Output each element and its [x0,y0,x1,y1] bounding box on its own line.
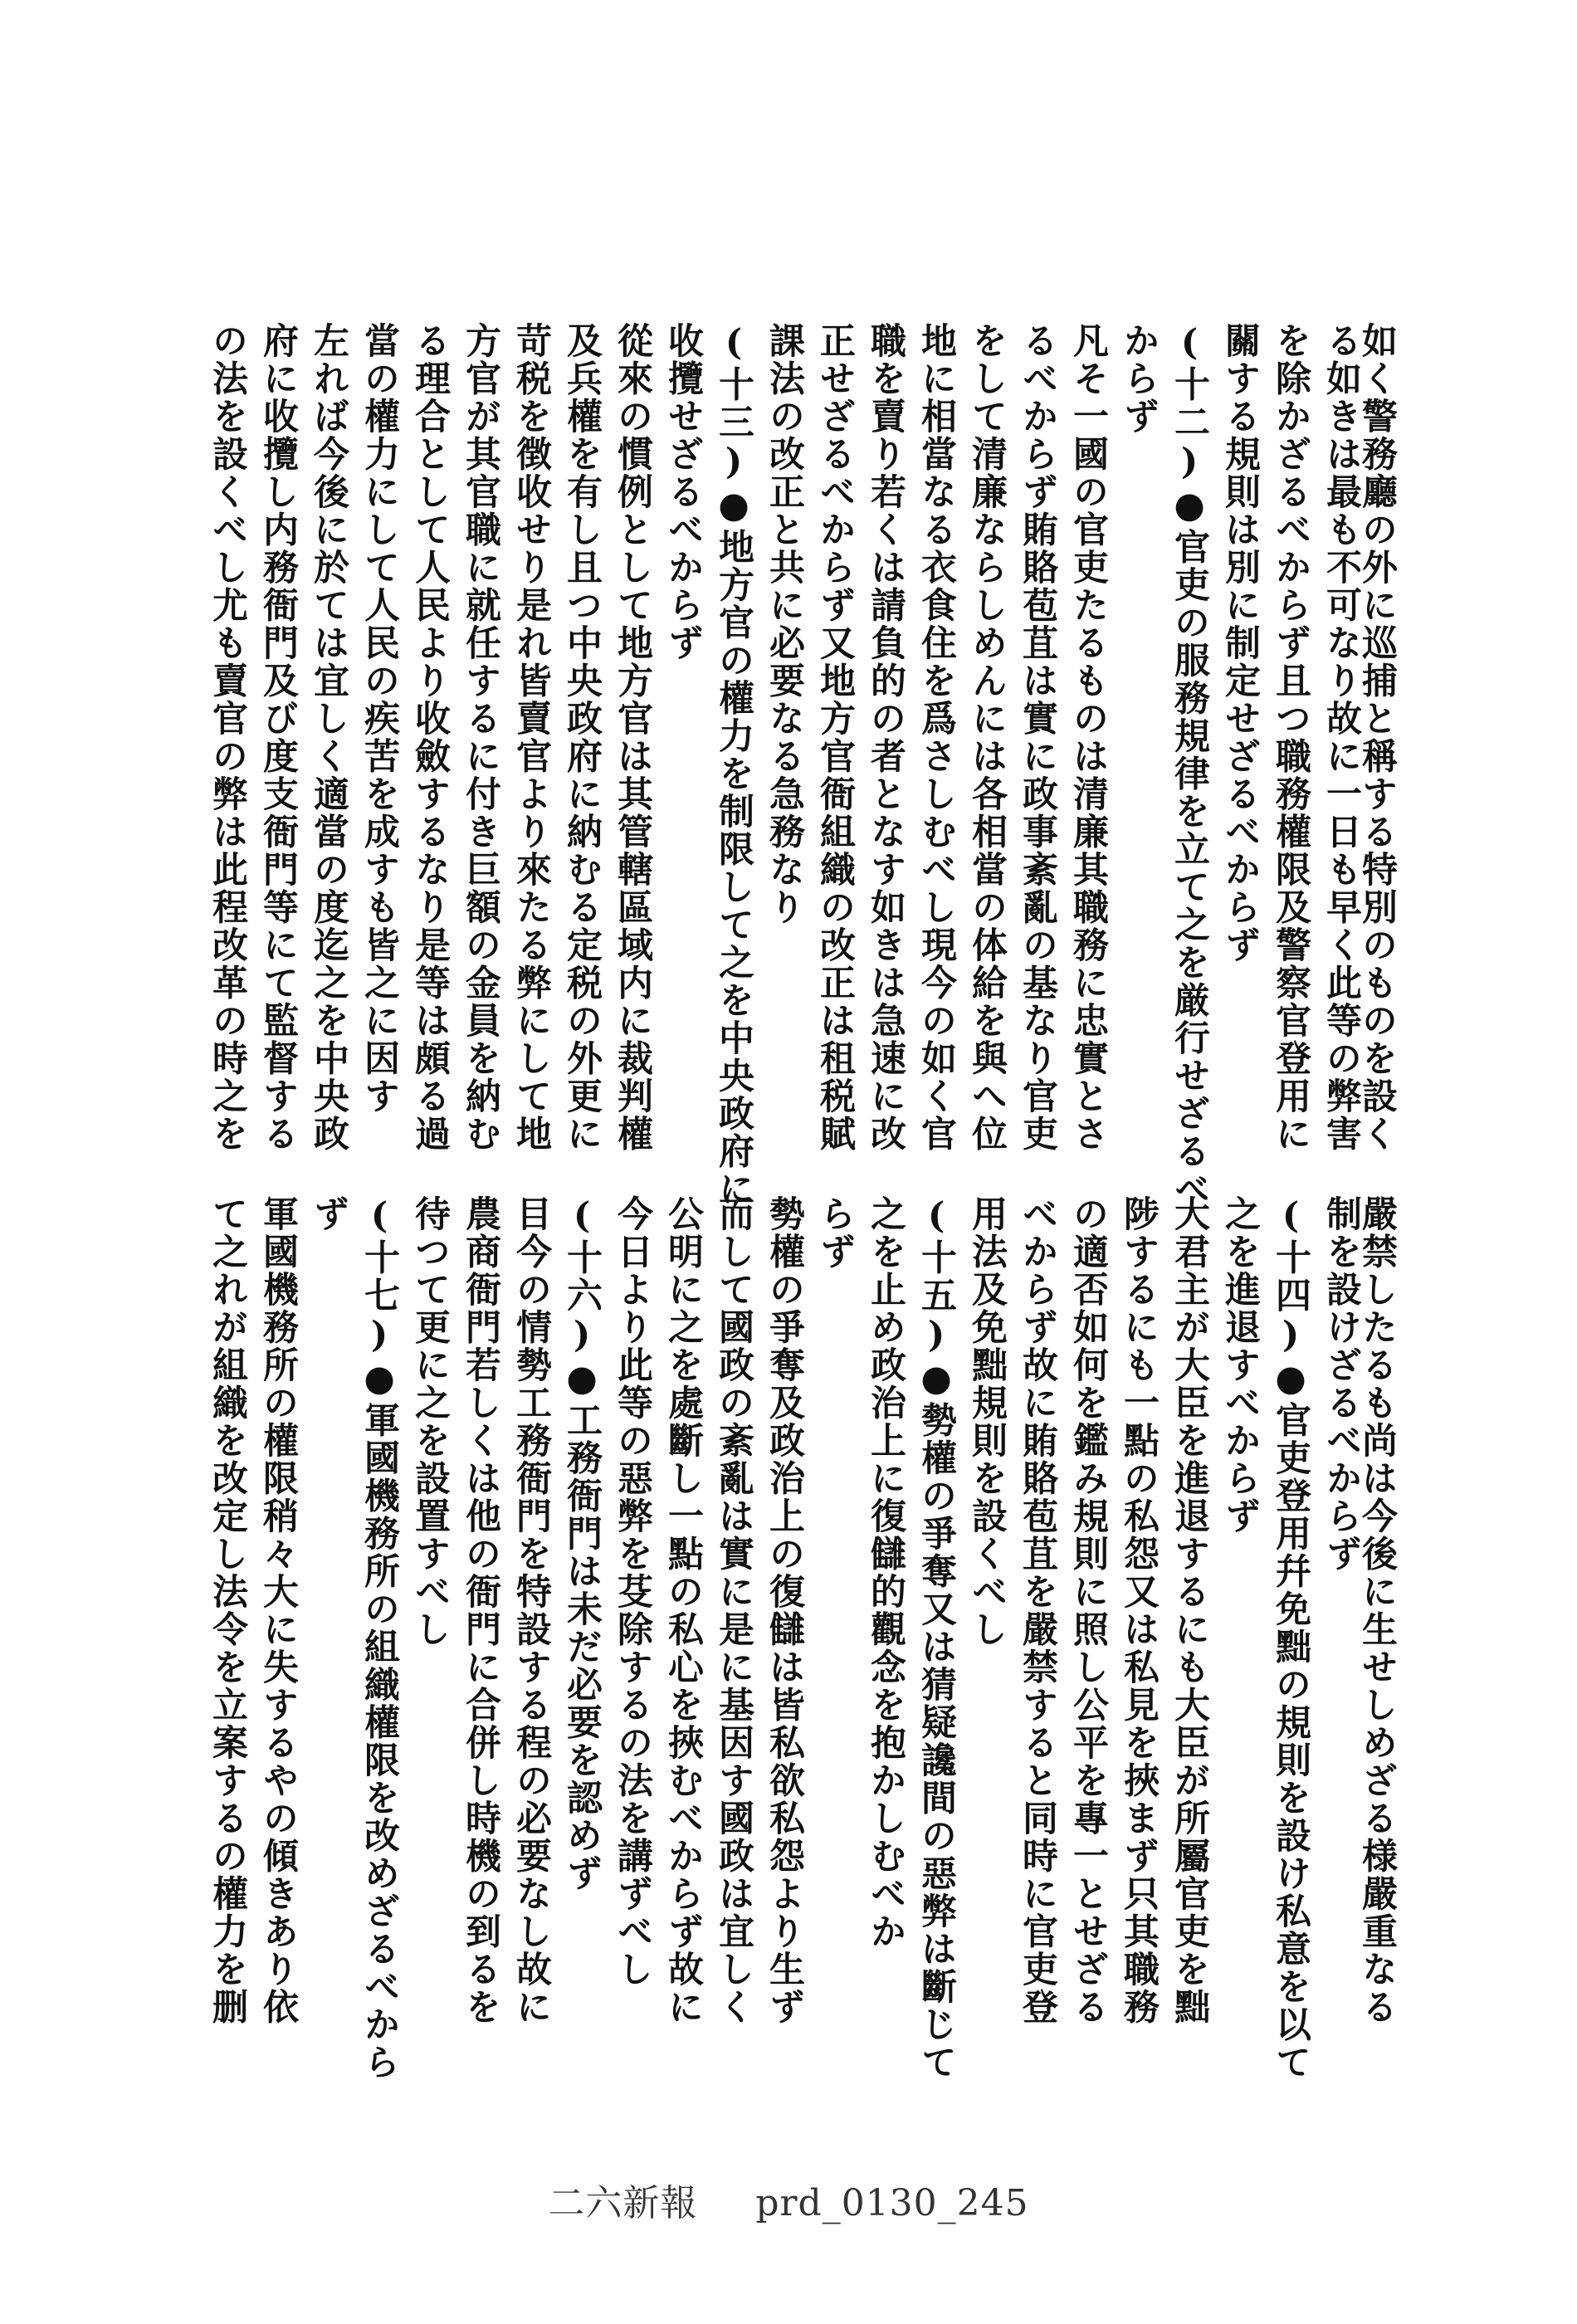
text-column: 大君主が大臣を進退するにも大臣が所屬官吏を黜 [1169,1195,1210,2026]
text-column: をして清廉ならしめんには各相當の体給を與へ位 [966,322,1008,1153]
text-column: 職を賣り若くは請負的の者となす如きは急速に改 [865,322,906,1153]
text-column: 正せざるべからず又地方官衙組織の改正は租税賦 [814,322,856,1153]
text-column: (十二)●官吏の服務規律を立て之を厳行せざるべ [1169,322,1210,1208]
text-column: 之を進退すべからず [1219,1195,1261,1536]
lower-text-block [198,1195,1398,2082]
text-column: (十四)●官吏登用幷免黜の規則を設け私意を以て [1270,1195,1311,2082]
page-footer [0,2173,1577,2226]
text-column: (十七)●軍國機務所の組織權限を改めざるべから [359,1195,400,2082]
text-column: 當の權力にして人民の疾苦を成すも皆之に因す [359,322,400,1116]
text-column: 目今の情勢工務衙門を特設する程の必要なし故に [510,1195,552,2026]
text-column: 軍國機務所の權限稍々大に失するやの傾きあり依 [257,1195,299,2026]
text-column: (十五)●勢權の爭奪又は猜疑讒間の惡弊は斷じて [915,1195,957,2082]
text-column: の適否如何を鑑み規則に照し公平を專一とせざる [1067,1195,1109,2026]
text-column: (十六)●工務衙門は未だ必要を認めず [561,1195,603,1892]
text-column: の法を設くべし尤も賣官の弊は此程改革の時之を [207,322,248,1153]
text-column: 收攬せざるべからず [662,322,704,662]
footer-publication: 二六新報 [548,2182,698,2224]
text-column: ず [308,1195,349,1233]
text-column: 地に相當なる衣食住を爲さしむべし現今の如く官 [915,322,957,1153]
text-column: る理合として人民より收斂するなり是等は頗る過 [409,322,451,1153]
text-column: 嚴禁したるも尚は今後に生せしめざる様嚴重なる [1356,1195,1398,2026]
text-column: 勢權の爭奪及政治上の復讎は皆私欲私怨より生ず [764,1195,805,2026]
text-column: からず [1118,322,1160,436]
text-column: 方官が其官職に就任するに付き巨額の金員を納む [460,322,501,1153]
text-column: 陟するにも一點の私怨又は私見を挾まず只其職務 [1118,1195,1160,2026]
upper-text-block [206,322,1398,1208]
text-column: 府に收攬し内務衙門及び度支衙門等にて監督する [257,322,299,1153]
text-column: 凡そ一國の官吏たるものは清廉其職務に忠實とさ [1067,322,1109,1153]
text-column: 從來の慣例として地方官は其管轄區域内に裁判權 [612,322,653,1153]
text-column: 左れば今後に於ては宜しく適當の度迄之を中央政 [308,322,349,1153]
text-column: 農商衙門若しくは他の衙門に合併し時機の到るを [460,1195,501,2026]
footer-code: prd_0130_245 [755,2182,1029,2224]
text-column: 苛税を徴收せり是れ皆賣官より來たる弊にして地 [510,322,552,1153]
text-column: らず [814,1195,856,1271]
text-column: 待つて更に之を設置すべし [409,1195,451,1648]
text-column: る如きは最も不可なり故に一日も早く此等の弊害 [1321,322,1362,1153]
text-column: べからず故に賄賂苞苴を嚴禁すると同時に官吏登 [1017,1195,1058,2026]
text-column: 而して國政の紊亂は實に是に基因す國政は宜しく [713,1195,754,2026]
text-column: 公明に之を處斷し一點の私心を挾むべからず故に [662,1195,704,2026]
text-column: 及兵權を有し且つ中央政府に納むる定税の外更に [561,322,603,1153]
text-column: 之を止め政治上に復讎的觀念を抱かしむべか [865,1195,906,1950]
text-column: 制を設けざるべからず [1321,1195,1362,1573]
text-column: るべからず賄賂苞苴は實に政事紊亂の基なり官吏 [1017,322,1058,1153]
text-column: (十三)●地方官の權力を制限して之を中央政府に [713,322,754,1208]
text-column: て之れが組織を改定し法令を立案するの權力を删 [207,1195,248,2026]
text-column: 課法の改正と共に必要なる急務なり [764,322,805,926]
text-column: 用法及免黜規則を設くべし [966,1195,1008,1648]
text-column: 關する規則は別に制定せざるべからず [1219,322,1261,964]
text-column: を除かざるべからず且つ職務權限及警察官登用に [1270,322,1311,1153]
text-column: 如く警務廳の外に巡捕と稱する特別のものを設く [1356,322,1398,1153]
text-column: 今日より此等の惡弊を芟除するの法を講ずべし [612,1195,653,1989]
